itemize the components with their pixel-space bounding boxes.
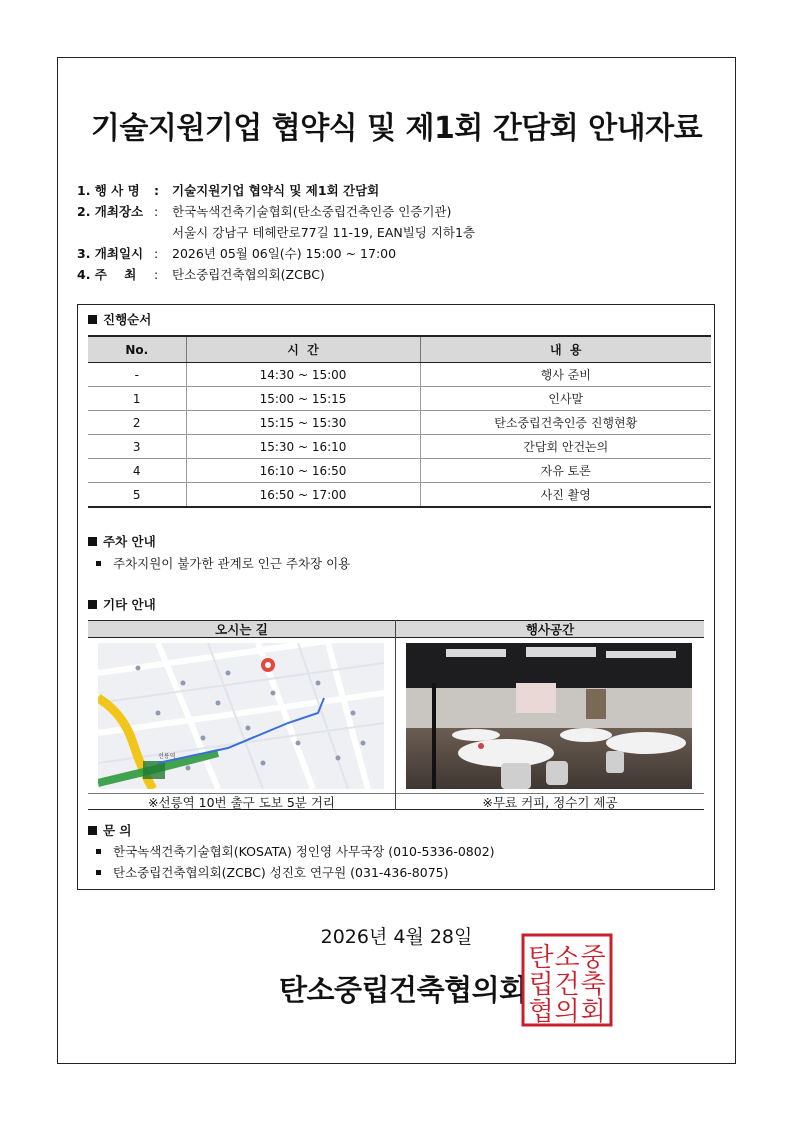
cell-time: 15:00 ~ 15:15 [186, 387, 420, 411]
separator: : [154, 267, 159, 282]
cell-content: 간담회 안건논의 [420, 435, 711, 459]
map-station-label: 선릉역 [158, 753, 176, 760]
contact-item [96, 863, 448, 881]
svg-text:립: 립 [528, 970, 554, 1000]
other-heading [88, 595, 156, 613]
svg-text:건: 건 [554, 970, 580, 1000]
venue-value-line1: 한국녹색건축기술협회(탄소중립건축인증 인증기관) [172, 204, 452, 219]
schedule-heading-text: 진행순서 [103, 312, 152, 327]
cell-no: 1 [88, 387, 186, 411]
svg-text:축: 축 [580, 970, 606, 1000]
contact-heading-text: 문 의 [103, 823, 132, 838]
col-content: 내 용 [420, 336, 711, 363]
parking-heading-text: 주차 안내 [103, 534, 156, 549]
document-title: 기술지원기업 협약식 및 제1회 간담회 안내자료 [90, 111, 703, 146]
table-row [88, 411, 711, 435]
other-info-table [88, 620, 704, 810]
separator: : [154, 204, 159, 219]
organization-name: 탄소중립건축협의회 [279, 973, 527, 1007]
contact-item-text: 탄소중립건축협의회(ZCBC) 성진호 연구원 (031-436-8075) [113, 865, 449, 880]
cell-content: 사진 촬영 [420, 483, 711, 508]
cell-content: 탄소중립건축인증 진행현황 [420, 411, 711, 435]
datetime-label: 3. 개최일시 [77, 246, 144, 261]
svg-text:소: 소 [554, 943, 580, 973]
cell-no: 3 [88, 435, 186, 459]
contact-item-text: 한국녹색건축기술협회(KOSATA) 정인영 사무국장 (010-5336-0802) [113, 844, 495, 859]
col-time: 시 간 [186, 336, 420, 363]
svg-text:의: 의 [554, 997, 580, 1027]
cell-content: 자유 토론 [420, 459, 711, 483]
separator: : [154, 183, 159, 198]
venue-caption: ※무료 커피, 정수기 제공 [396, 793, 704, 810]
square-bullet-icon [88, 826, 97, 835]
table-row [88, 459, 711, 483]
venue-photo [406, 643, 692, 789]
table-row [88, 387, 711, 411]
schedule-header-row [88, 336, 711, 363]
datetime-row [77, 243, 475, 264]
cell-time: 16:50 ~ 17:00 [186, 483, 420, 508]
bullet-icon [96, 870, 101, 875]
cell-no: 4 [88, 459, 186, 483]
host-row [77, 264, 475, 285]
bullet-icon [96, 561, 101, 566]
parking-item-text: 주차지원이 불가한 관계로 인근 주차장 이용 [113, 556, 351, 571]
map-caption: ※선릉역 10번 출구 도보 5분 거리 [88, 793, 395, 810]
cell-no: 5 [88, 483, 186, 508]
svg-text:탄: 탄 [528, 943, 554, 973]
venue-label: 2. 개최장소 [77, 204, 144, 219]
table-row [88, 483, 711, 508]
host-label: 4. 주 최 [77, 267, 137, 282]
table-row [88, 363, 711, 387]
location-map [98, 643, 384, 789]
datetime-value: 2026년 05월 06일(수) 15:00 ~ 17:00 [172, 246, 397, 261]
cell-content: 행사 준비 [420, 363, 711, 387]
svg-text:협: 협 [528, 997, 554, 1027]
venue-address-row [77, 222, 475, 243]
schedule-table [88, 335, 711, 508]
svg-text:회: 회 [580, 997, 606, 1027]
event-name-row [77, 180, 475, 201]
venue-column-header: 행사공간 [396, 620, 704, 638]
official-seal-stamp [521, 933, 613, 1027]
parking-item [96, 554, 350, 572]
venue-value-line2: 서울시 강남구 테헤란로77길 11-19, EAN빌딩 지하1층 [172, 225, 476, 240]
event-name-label: 1. 행 사 명 [77, 183, 140, 198]
parking-heading [88, 532, 156, 550]
table-row [88, 435, 711, 459]
host-value: 탄소중립건축협의회(ZCBC) [172, 267, 325, 282]
cell-time: 16:10 ~ 16:50 [186, 459, 420, 483]
schedule-heading [88, 310, 151, 328]
square-bullet-icon [88, 537, 97, 546]
col-no: No. [88, 336, 186, 363]
cell-content: 인사말 [420, 387, 711, 411]
square-bullet-icon [88, 600, 97, 609]
separator: : [154, 246, 159, 261]
event-name-value: 기술지원기업 협약식 및 제1회 간담회 [172, 183, 380, 198]
cell-time: 15:15 ~ 15:30 [186, 411, 420, 435]
square-bullet-icon [88, 315, 97, 324]
cell-time: 15:30 ~ 16:10 [186, 435, 420, 459]
event-info [77, 180, 475, 285]
contact-item [96, 842, 495, 860]
map-column-header: 오시는 길 [88, 620, 395, 638]
venue-row [77, 201, 475, 222]
cell-time: 14:30 ~ 15:00 [186, 363, 420, 387]
column-divider [395, 620, 396, 810]
contact-heading [88, 821, 132, 839]
svg-text:중: 중 [580, 943, 606, 973]
cell-no: 2 [88, 411, 186, 435]
cell-no: - [88, 363, 186, 387]
bullet-icon [96, 849, 101, 854]
other-heading-text: 기타 안내 [103, 597, 156, 612]
issue-date: 2026년 4월 28일 [320, 926, 473, 948]
